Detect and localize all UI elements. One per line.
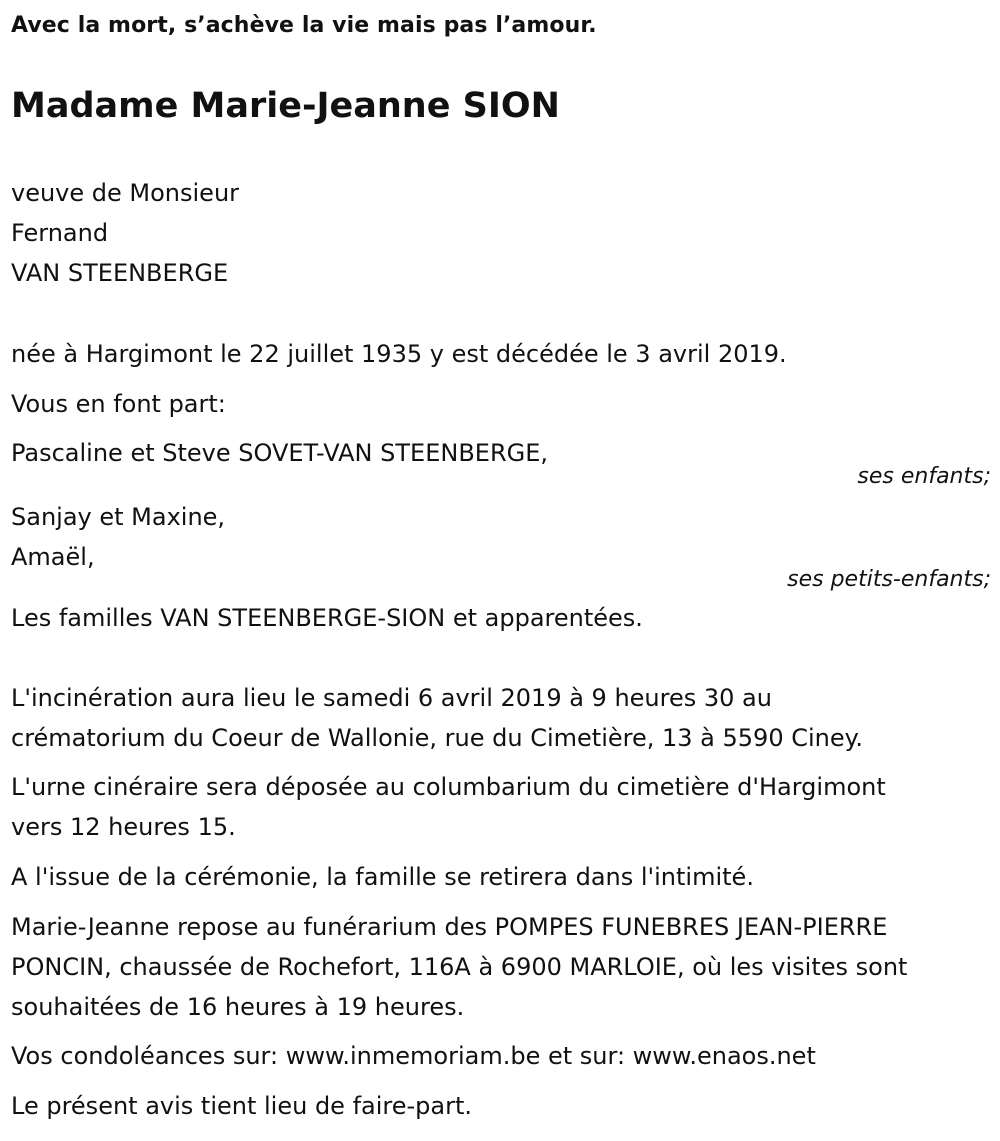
urn-line-1: L'urne cinéraire sera déposée au columbarium du cimetière d'Hargimont [11, 773, 886, 801]
children-role: ses enfants; [857, 464, 991, 489]
incineration-line-1: L'incinération aura lieu le samedi 6 avril 2019 à 9 heures 30 au [11, 684, 772, 712]
grandchildren-role: ses petits-enfants; [787, 567, 991, 592]
repose-line-1: Marie-Jeanne repose au funérarium des POMPES FUNEBRES JEAN-PIERRE [11, 913, 888, 941]
closing-line: Le présent avis tient lieu de faire-part. [11, 1092, 473, 1120]
families-line: Les familles VAN STEENBERGE-SION et apparentées. [11, 604, 643, 632]
motto-heading: Avec la mort, s’achève la vie mais pas l’amour. [11, 13, 597, 38]
children-names: Pascaline et Steve SOVET-VAN STEENBERGE, [11, 439, 549, 467]
deceased-name: Madame Marie-Jeanne SION [11, 86, 560, 126]
urn-line-2: vers 12 heures 15. [11, 813, 236, 841]
condolences-line: Vos condoléances sur: www.inmemoriam.be et sur: www.enaos.net [11, 1042, 816, 1070]
incineration-line-2: crématorium du Coeur de Wallonie, rue du Cimetière, 13 à 5590 Ciney. [11, 724, 864, 752]
repose-line-3: souhaitées de 16 heures à 19 heures. [11, 993, 465, 1021]
birth-death-text: née à Hargimont le 22 juillet 1935 y est décédée le 3 avril 2019. [11, 340, 787, 368]
after-ceremony-line: A l'issue de la cérémonie, la famille se retirera dans l'intimité. [11, 863, 754, 891]
spouse-line-1: veuve de Monsieur [11, 179, 240, 207]
announcement-intro: Vous en font part: [11, 390, 226, 418]
grandchildren-names-2: Amaël, [11, 543, 95, 571]
spouse-line-2: Fernand [11, 219, 109, 247]
repose-line-2: PONCIN, chaussée de Rochefort, 116A à 6900 MARLOIE, où les visites sont [11, 953, 908, 981]
spouse-line-3: VAN STEENBERGE [11, 259, 229, 287]
grandchildren-names-1: Sanjay et Maxine, [11, 503, 226, 531]
